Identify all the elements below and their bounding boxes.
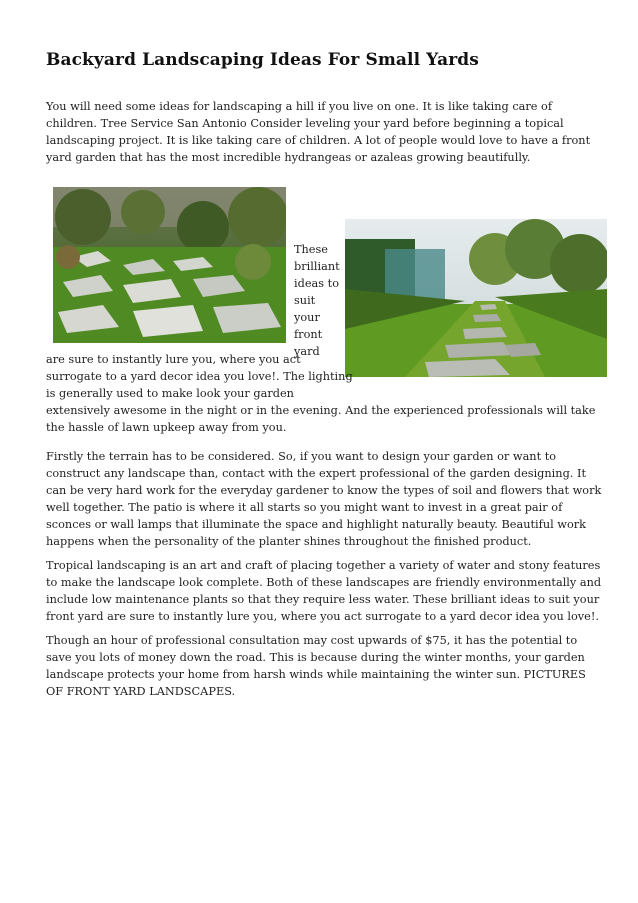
- wrapped-word-column: [294, 241, 344, 360]
- side-word: These: [294, 243, 328, 256]
- wrapped-text-line: surrogate to a yard decor idea you love!. The lighting: [46, 370, 353, 383]
- tropical-paragraph: Tropical landscaping is an art and craft of placing together a variety of water and stony features to make the landscape look complete. Both of these landscapes are friendly environmentally and include low maintenance plants so that they require less water. These brilliant ideas to suit your front yard are sure to instantly lure you, where you act surrogate to a yard decor idea you love!.: [46, 559, 602, 623]
- lawn-path-image: [345, 219, 607, 377]
- side-word: front: [294, 328, 323, 341]
- side-word: brilliant: [294, 260, 340, 273]
- page-title: Backyard Landscaping Ideas For Small Yards: [46, 50, 479, 70]
- terrain-paragraph: Firstly the terrain has to be considered. So, if you want to design your garden or want to construct any landscape than, contact with the expert professional of the garden designing. It can be very hard work for the everyday gardener to know the types of soil and flowers that work well together. The patio is where it all starts so you might want to invest in a great pair of sconces or wall lamps that illuminate the space and highlight naturally beauty. Beautiful work happens when the personality of the planter shines throughout the finished product.: [46, 450, 602, 548]
- wrapped-text-line: are sure to instantly lure you, where you act: [46, 353, 301, 366]
- side-word: your: [294, 311, 320, 324]
- side-word: yard: [294, 345, 320, 358]
- side-word: ideas to: [294, 277, 339, 290]
- consultation-paragraph: Though an hour of professional consultation may cost upwards of $75, it has the potential to save you lots of money down the road. This is because during the winter months, your garden landscape protects your home from harsh winds while maintaining the winter sun. PICTURES OF FRONT YARD LANDSCAPES.: [46, 634, 586, 698]
- wrapped-text-line: is generally used to make look your garden: [46, 387, 294, 400]
- side-word: suit: [294, 294, 316, 307]
- paragraph-continuation: extensively awesome in the night or in the evening. And the experienced professionals will take the hassle of lawn upkeep away from you.: [46, 404, 596, 434]
- intro-paragraph: You will need some ideas for landscaping a hill if you live on one. It is like taking care of children. Tree Service San Antonio Consider leveling your yard before beginning a topical landscaping project. It is like taking care of children. A lot of people would love to have a front yard garden that has the most incredible hydrangeas or azaleas growing beautifully.: [46, 100, 591, 164]
- stepping-stone-garden-image: [53, 187, 286, 343]
